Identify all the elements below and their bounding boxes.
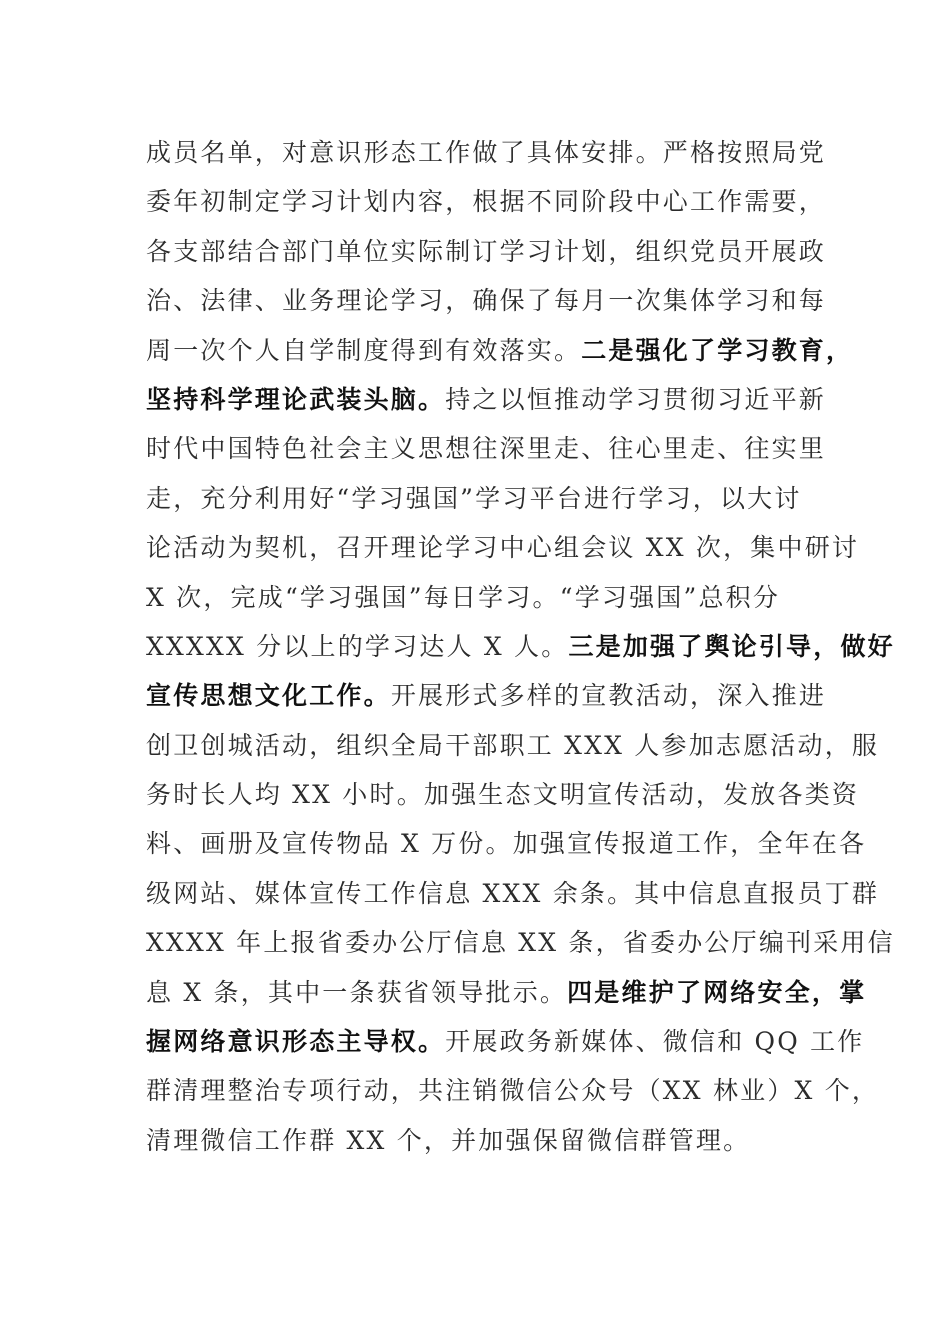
text-line <box>146 1017 865 1066</box>
text-line <box>146 1116 816 1165</box>
text-line <box>146 869 880 918</box>
body-text-segment: 料、画册及宣传物品 X 万份。加强宣传报道工作，全年在各 <box>146 829 867 859</box>
text-line <box>146 918 895 967</box>
body-text-segment: 创卫创城活动，组织全局干部职工 XXX 人参加志愿活动，服 <box>146 730 880 760</box>
bold-heading-text: 坚持科学理论武装头脑。 <box>146 384 446 414</box>
text-line <box>146 573 816 622</box>
text-line <box>146 523 860 572</box>
body-text-segment: 治、法律、业务理论学习，确保了每月一次集体学习和每 <box>146 286 827 316</box>
body-text-segment: 周一次个人自学制度得到有效落实。 <box>146 335 582 365</box>
body-text-segment: 时代中国特色社会主义思想往深里走、往心里走、往实里 <box>146 434 827 464</box>
text-line <box>146 721 880 770</box>
body-text-segment: XXXXX 分以上的学习达人 X 人。 <box>146 631 569 661</box>
body-text-segment: XXXX 年上报省委办公厅信息 XX 条，省委办公厅编刊采用信 <box>146 928 895 958</box>
body-text-segment: 息 X 条，其中一条获省领导批示。 <box>146 977 568 1007</box>
text-line <box>146 671 827 720</box>
text-line <box>146 770 860 819</box>
body-text-segment: 委年初制定学习计划内容，根据不同阶段中心工作需要， <box>146 187 827 217</box>
body-text-segment: 论活动为契机，召开理论学习中心组会议 XX 次，集中研讨 <box>146 533 860 563</box>
text-line <box>146 1066 880 1115</box>
body-text-segment: 级网站、媒体宣传工作信息 XXX 余条。其中信息直报员丁群 <box>146 878 880 908</box>
body-text-segment: 走，充分利用好“学习强国”学习平台进行学习，以大讨 <box>146 483 802 513</box>
text-line <box>146 424 827 473</box>
body-text-segment: 开展政务新媒体、微信和 QQ 工作 <box>445 1027 865 1057</box>
body-text-segment: 务时长人均 XX 小时。加强生态文明宣传活动，发放各类资 <box>146 780 860 810</box>
body-text-segment: 各支部结合部门单位实际制订学习计划，组织党员开展政 <box>146 236 827 266</box>
text-line <box>146 622 895 671</box>
body-text-segment: 成员名单，对意识形态工作做了具体安排。严格按照局党 <box>146 138 827 167</box>
text-line <box>146 128 827 177</box>
bold-heading-text: 握网络意识形态主导权。 <box>146 1027 446 1057</box>
bold-heading-text: 四是维护了网络安全，掌 <box>567 977 867 1007</box>
text-line <box>146 177 827 226</box>
body-text-segment: X 次，完成“学习强国”每日学习。“学习强国”总积分 <box>146 582 781 612</box>
bold-heading-text: 三是加强了舆论引导，做好 <box>568 631 895 661</box>
text-line <box>146 819 867 868</box>
text-line <box>146 326 854 375</box>
body-text <box>146 128 895 1165</box>
text-line <box>146 375 827 424</box>
body-text-segment: 持之以恒推动学习贯彻习近平新 <box>445 384 827 414</box>
body-text-segment: 群清理整治专项行动，共注销微信公众号（XX 林业）X 个， <box>146 1076 880 1106</box>
body-text-segment: 开展形式多样的宣教活动，深入推进 <box>390 681 827 711</box>
text-line <box>146 227 827 276</box>
body-text-segment: 清理微信工作群 XX 个，并加强保留微信群管理。 <box>146 1125 751 1155</box>
bold-heading-text: 二是强化了学习教育， <box>581 335 854 365</box>
bold-heading-text: 宣传思想文化工作。 <box>146 681 391 711</box>
text-line <box>146 474 816 523</box>
text-line <box>146 968 867 1017</box>
text-line <box>146 276 827 325</box>
